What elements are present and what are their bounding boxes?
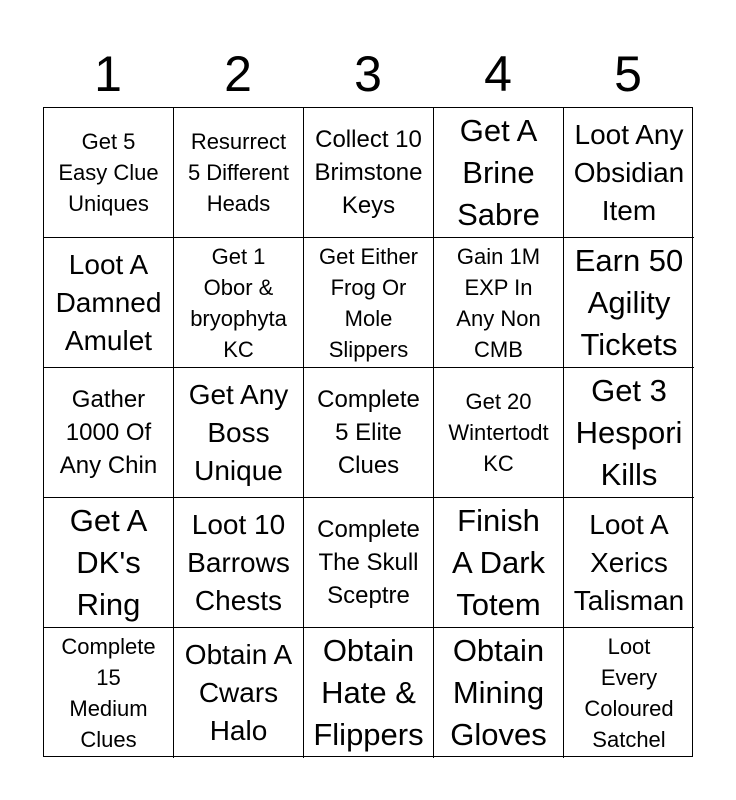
column-header — [43, 42, 693, 106]
bingo-cell-text: Get A DK's Ring — [69, 502, 148, 622]
bingo-cell-text: Obtain Hate & Flippers — [313, 633, 424, 752]
bingo-cell[interactable] — [304, 628, 434, 758]
bingo-cell-text: Get 1 Obor & bryophyta KC — [190, 243, 287, 362]
bingo-cell[interactable] — [174, 498, 304, 628]
bingo-cell-text: Get 3 Hespori Kills — [575, 372, 683, 492]
bingo-cell[interactable] — [44, 368, 174, 498]
bingo-cell-text: Obtain Mining Gloves — [450, 633, 547, 752]
column-number: 2 — [224, 46, 252, 102]
bingo-cell[interactable] — [44, 238, 174, 368]
bingo-cell[interactable] — [44, 498, 174, 628]
bingo-cell-text: Get 5 Easy Clue Uniques — [58, 129, 159, 216]
bingo-cell[interactable] — [434, 108, 564, 238]
bingo-cell[interactable] — [304, 498, 434, 628]
bingo-cell[interactable] — [434, 238, 564, 368]
bingo-cell[interactable] — [564, 108, 694, 238]
bingo-cell-text: Loot A Xerics Talisman — [573, 508, 685, 616]
column-number: 3 — [354, 46, 382, 102]
bingo-cell-text: Loot A Damned Amulet — [55, 248, 162, 356]
bingo-cell[interactable] — [304, 368, 434, 498]
bingo-cell-text: Resurrect 5 Different Heads — [187, 129, 290, 216]
bingo-cell[interactable] — [44, 628, 174, 758]
bingo-cell[interactable] — [304, 108, 434, 238]
bingo-cell-text: Earn 50 Agility Tickets — [574, 242, 684, 362]
bingo-cell-text: Loot Any Obsidian Item — [573, 118, 685, 226]
bingo-cell[interactable] — [174, 238, 304, 368]
bingo-cell-text: Obtain A Cwars Halo — [184, 639, 293, 746]
bingo-cell-text: Get 20 Wintertodt KC — [448, 389, 549, 476]
column-number: 1 — [94, 46, 122, 102]
bingo-cell-text: Complete 15 Medium Clues — [61, 634, 156, 752]
bingo-cell-text: Loot Every Coloured Satchel — [584, 634, 674, 752]
bingo-cell[interactable] — [434, 498, 564, 628]
bingo-cell-text: Get Any Boss Unique — [188, 378, 289, 486]
bingo-cell[interactable] — [564, 368, 694, 498]
bingo-cell[interactable] — [434, 628, 564, 758]
bingo-cell-text: Get A Brine Sabre — [457, 112, 540, 232]
bingo-cell-text: Loot 10 Barrows Chests — [187, 508, 290, 616]
bingo-board — [43, 107, 693, 757]
bingo-cell-text: Finish A Dark Totem — [451, 502, 546, 622]
bingo-cell[interactable] — [174, 628, 304, 758]
bingo-cell[interactable] — [304, 238, 434, 368]
bingo-cell-text: Collect 10 Brimstone Keys — [314, 126, 423, 219]
bingo-cell-text: Complete 5 Elite Clues — [317, 386, 420, 479]
bingo-cell[interactable] — [564, 498, 694, 628]
bingo-cell[interactable] — [174, 368, 304, 498]
bingo-cell-text: Complete The Skull Sceptre — [317, 516, 420, 609]
bingo-cell[interactable] — [564, 628, 694, 758]
bingo-cell-text: Get Either Frog Or Mole Slippers — [318, 243, 419, 362]
bingo-cell-text: Gather 1000 Of Any Chin — [59, 386, 158, 479]
bingo-cell-text: Gain 1M EXP In Any Non CMB — [456, 243, 541, 362]
bingo-cell[interactable] — [174, 108, 304, 238]
bingo-cell[interactable] — [44, 108, 174, 238]
bingo-cell[interactable] — [564, 238, 694, 368]
column-number: 5 — [614, 46, 642, 102]
bingo-cell[interactable] — [434, 368, 564, 498]
column-number: 4 — [484, 46, 512, 102]
